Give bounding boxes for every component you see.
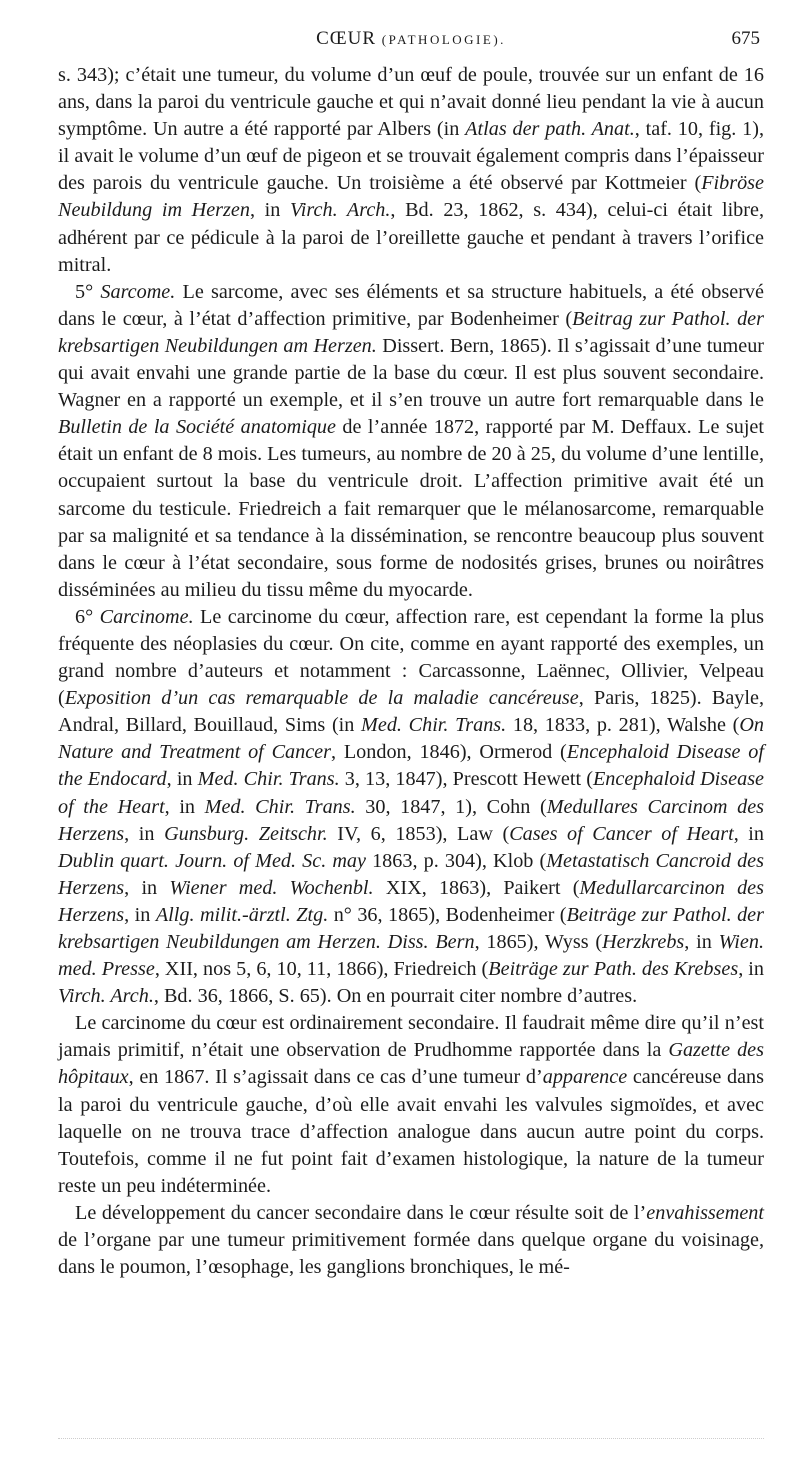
paragraph-continuation: s. 343); c’était une tumeur, du volume d’un œuf de poule, trouvée sur un enfant de 16 ans, dans la paroi du ventricule gauche et qui n’avait donné lieu pendant la vie à aucun symptôme. Un autre a été rapporté par Albers (in Atlas der path. Anat., taf. 10, fig. 1), il avait le volume d’un œuf de pigeon et se trouvait également compris dans l’épaisseur des parois du ventricule gauche. Un troisième a été observé par Kottmeier (Fibröse Neubildung im Herzen, in Virch. Arch., Bd. 23, 1862, s. 434), celui-ci était libre, adhérent par ce pédicule à la paroi de l’oreillette gauche et pendant à travers l’orifice mitral. bbox=[58, 64, 765, 276]
running-title bbox=[58, 28, 764, 50]
running-title-subtitle: (PATHOLOGIE). bbox=[381, 32, 506, 47]
footer-rule bbox=[58, 1438, 764, 1443]
page-body bbox=[58, 62, 764, 1281]
paragraph-developpement: Le développement du cancer secondaire dans le cœur résulte soit de l’envahissement de l’organe par une tumeur primitivement formée dans quelque organe du voisinage, dans le poumon, l’œsophage, les ganglions bronchiques, le mé- bbox=[58, 1201, 764, 1279]
paragraph-sarcome: 5° Sarcome. Le sarcome, avec ses éléments et sa structure habituels, a été observé dans le cœur, à l’état d’affection primitive, par Bodenheimer (Beitrag zur Pathol. der krebsartigen Neubildungen am Herzen. Dissert. Bern, 1865). Il s’agissait d’une tumeur qui avait envahi une grande partie de la base du cœur. Il est plus souvent secondaire. Wagner en a rapporté un exemple, et il s’en trouve un autre fort remarquable dans le Bulletin de la Société anatomique de l’année 1872, rapporté par M. Deffaux. Le sujet était un enfant de 8 mois. Les tumeurs, au nombre de 20 à 25, du volume d’une lentille, occupaient surtout la base du ventricule droit. L’affection primitive avait été un sarcome du testicule. Friedreich a fait remarquer que le mélanosarcome, remarquable par sa malignité et sa tendance à la dissémination, se rencontre beaucoup plus souvent dans le cœur à l’état secondaire, sous forme de nodosités grises, brunes ou noirâtres disséminées au milieu du tissu même du myocarde. bbox=[58, 280, 765, 601]
paragraph-carcinome-secondaire: Le carcinome du cœur est ordinairement secondaire. Il faudrait même dire qu’il n’est jamais primitif, n’était une observation de Prudhomme rapportée dans la Gazette des hôpitaux, en 1867. Il s’agissait dans ce cas d’une tumeur d’apparence cancéreuse dans la paroi du ventricule gauche, d’où elle avait envahi les valvules sigmoïdes, et avec laquelle on ne trouva trace d’affection analogue dans aucun autre point du corps. Toutefois, comme il ne fut point fait d’examen histologique, la nature de la tumeur reste un peu indéterminée. bbox=[58, 1012, 764, 1197]
section-heading-carcinome: Carcinome. bbox=[99, 605, 194, 628]
section-heading-sarcome: Sarcome. bbox=[100, 280, 176, 303]
running-header bbox=[58, 28, 764, 54]
paragraph-carcinome: 6° Carcinome. Le carcinome du cœur, affection rare, est cependant la forme la plus fréquente des néoplasies du cœur. On cite, comme en ayant rapporté des exemples, un grand nombre d’auteurs et notamment : Carcassonne, Laënnec, Ollivier, Velpeau (Exposition d’un cas remarquable de la maladie cancéreuse, Paris, 1825). Bayle, Andral, Billard, Bouillaud, Sims (in Med. Chir. Trans. 18, 1833, p. 281), Walshe (On Nature and Treatment of Cancer, London, 1846), Ormerod (Encephaloid Disease of the Endocard, in Med. Chir. Trans. 3, 13, 1847), Prescott Hewett (Encephaloid Disease of the Heart, in Med. Chir. Trans. 30, 1847, 1), Cohn (Medullares Carcinom des Herzens, in Gunsburg. Zeitschr. IV, 6, 1853), Law (Cases of Cancer of Heart, in Dublin quart. Journ. of Med. Sc. may 1863, p. 304), Klob (Metastatisch Cancroid des Herzens, in Wiener med. Wochenbl. XIX, 1863), Paikert (Medullarcarcinon des Herzens, in Allg. milit.-ärztl. Ztg. n° 36, 1865), Bodenheimer (Beiträge zur Pathol. der krebsartigen Neubildungen am Herzen. Diss. Bern, 1865), Wyss (Herzkrebs, in Wien. med. Presse, XII, nos 5, 6, 10, 11, 1866), Friedreich (Beiträge zur Path. des Krebses, in Virch. Arch., Bd. 36, 1866, S. 65). On en pourrait citer nombre d’autres. bbox=[58, 605, 765, 1008]
page-number: 675 bbox=[731, 28, 760, 49]
running-title-main: CŒUR bbox=[316, 28, 377, 49]
